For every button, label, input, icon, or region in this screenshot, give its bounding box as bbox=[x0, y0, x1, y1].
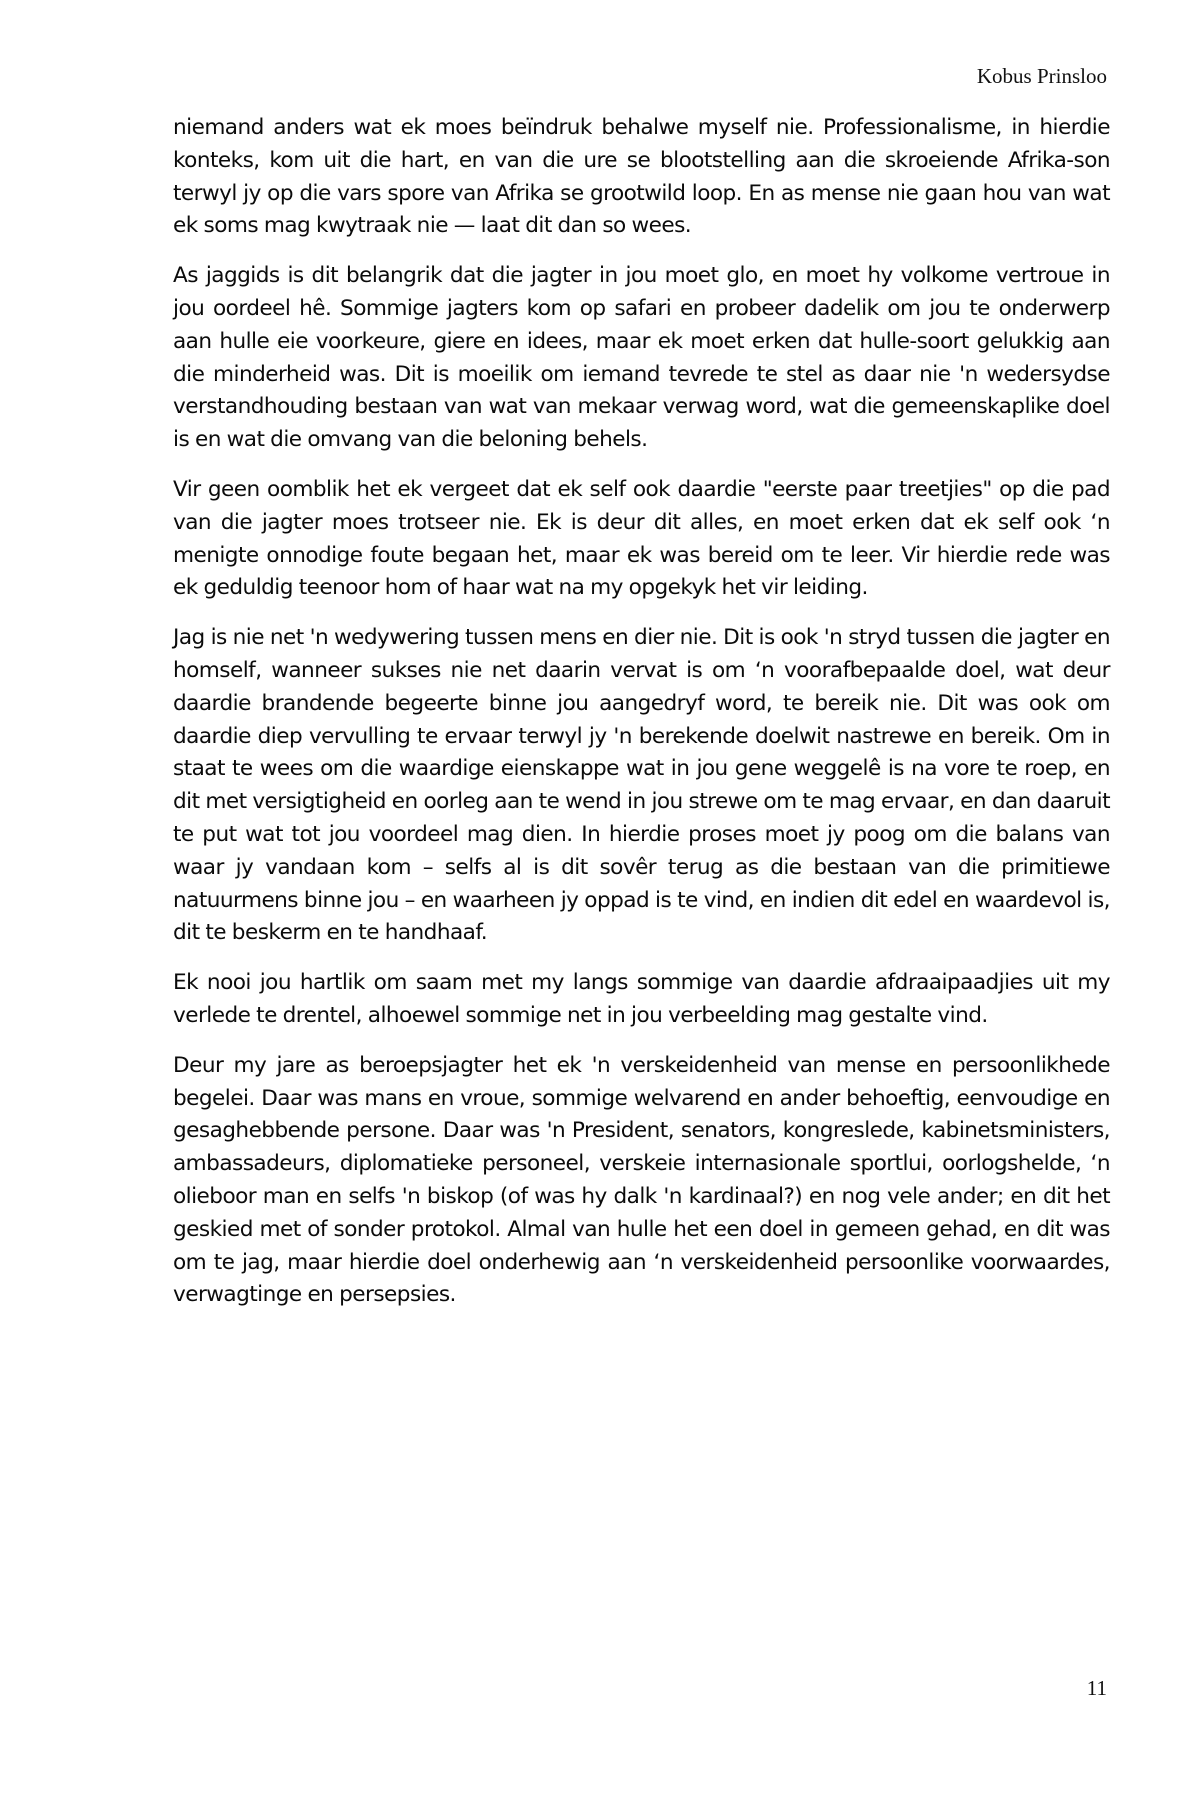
paragraph-4: Jag is nie net 'n wedywering tussen mens en dier nie. Dit is ook 'n stryd tussen die jagter en homself, wanneer sukses nie net daarin vervat is om ‘n voorafbepaalde doel, wat deur daardie brandende begeerte binne jou aangedryf word, te bereik nie. Dit was ook om daardie diep vervulling te ervaar terwyl jy 'n berekende doelwit nastrewe en bereik. Om in staat te wees om die waardige eienskappe wat in jou gene weggelê is na vore te roep, en dit met versigtigheid en oorleg aan te wend in jou strewe om te mag ervaar, en dan daaruit te put wat tot jou voordeel mag dien. In hierdie proses moet jy poog om die balans van waar jy vandaan kom – selfs al is dit sovêr terug as die bestaan van die primitiewe natuurmens binne jou – en waarheen jy oppad is te vind, en indien dit edel en waardevol is, dit te beskerm en te handhaaf. bbox=[173, 625, 1110, 946]
running-header-author: Kobus Prinsloo bbox=[976, 64, 1107, 88]
paragraph-5: Ek nooi jou hartlik om saam met my langs sommige van daardie afdraaipaadjies uit my verlede te drentel, alhoewel sommige net in jou verbeelding mag gestalte vind. bbox=[173, 970, 1110, 1028]
paragraph-2: As jaggids is dit belangrik dat die jagter in jou moet glo, en moet hy volkome vertroue in jou oordeel hê. Sommige jagters kom op safari en probeer dadelik om jou te onderwerp aan hulle eie voorkeure, giere en idees, maar ek moet erken dat hulle-soort gelukkig aan die minderheid was. Dit is moeilik om iemand tevrede te stel as daar nie 'n wedersydse verstandhouding bestaan van wat van mekaar verwag word, wat die gemeenskaplike doel is en wat die omvang van die beloning behels. bbox=[173, 263, 1110, 453]
page-number: 11 bbox=[1086, 1676, 1107, 1700]
paragraph-3: Vir geen oomblik het ek vergeet dat ek self ook daardie "eerste paar treetjies" op die pad van die jagter moes trotseer nie. Ek is deur dit alles, en moet erken dat ek self ook ‘n menigte onnodige foute begaan het, maar ek was bereid om te leer. Vir hierdie rede was ek geduldig teenoor hom of haar wat na my opgekyk het vir leiding. bbox=[173, 476, 1110, 601]
paragraph-1: niemand anders wat ek moes beïndruk behalwe myself nie. Professionalisme, in hierdie konteks, kom uit die hart, en van die ure se blootstelling aan die skroeiende Afrika-son terwyl jy op die vars spore van Afrika se grootwild loop. En as mense nie gaan hou van wat ek soms mag kwytraak nie — laat dit dan so wees. bbox=[173, 115, 1110, 239]
body-text bbox=[173, 112, 1110, 1329]
paragraph-6: Deur my jare as beroepsjagter het ek 'n verskeidenheid van mense en persoonlikhede begelei. Daar was mans en vroue, sommige welvarend en ander behoeftig, eenvoudige en gesaghebbende persone. Daar was 'n President, senators, kongreslede, kabinetsministers, ambassadeurs, diplomatieke personeel, verskeie internasionale sportlui, oorlogshelde, ‘n olieboor man en selfs 'n biskop (of was hy dalk 'n kardinaal?) en nog vele ander; en dit het geskied met of sonder protokol. Almal van hulle het een doel in gemeen gehad, en dit was om te jag, maar hierdie doel onderhewig aan ‘n verskeidenheid persoonlike voorwaardes, verwagtinge en persepsies. bbox=[173, 1052, 1110, 1308]
